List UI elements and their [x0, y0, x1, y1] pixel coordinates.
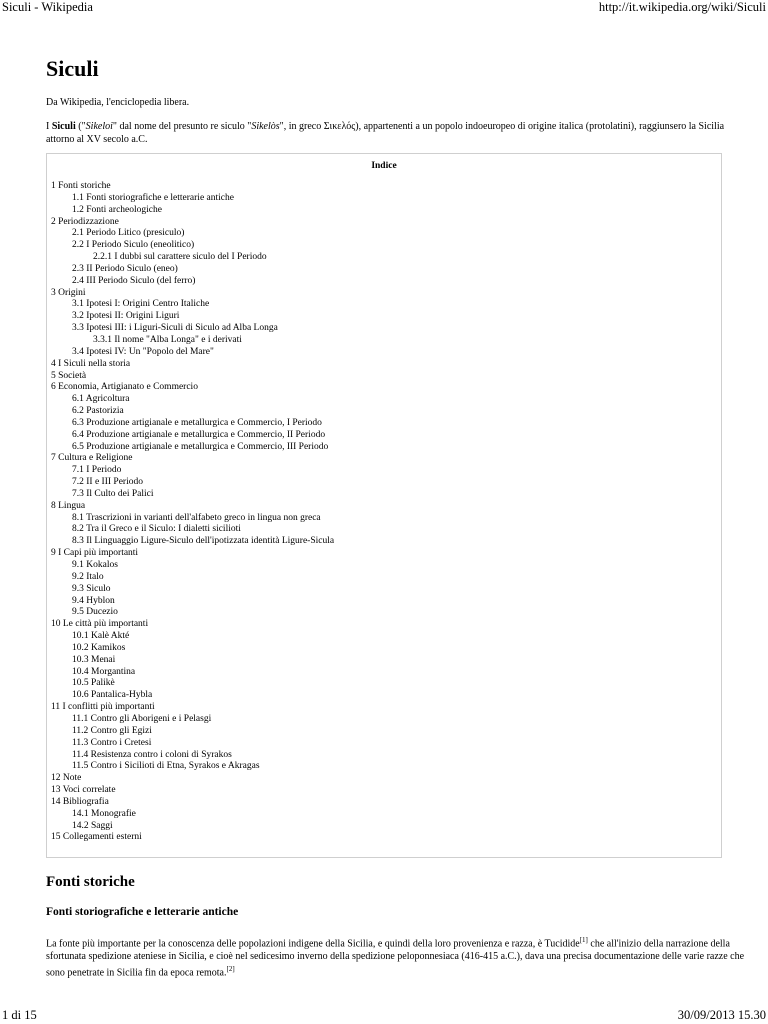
print-footer-page: 1 di 15 — [2, 1008, 37, 1022]
toc-item[interactable]: 10.2 Kamikos — [72, 642, 126, 653]
toc-item[interactable]: 2.3 II Periodo Siculo (eneo) — [72, 263, 178, 274]
toc-item[interactable]: 12 Note — [51, 773, 82, 784]
intro-italic-sikeloi: Sikeloi — [85, 121, 113, 132]
toc-item[interactable]: 11.5 Contro i Sicilioti di Etna, Syrakos e Akragas — [72, 761, 260, 772]
intro-paragraph — [46, 120, 736, 146]
page-title: Siculi — [46, 56, 99, 81]
toc-item[interactable]: 6.4 Produzione artigianale e metallurgica e Commercio, II Periodo — [72, 429, 326, 440]
toc-list — [51, 181, 334, 844]
toc-item[interactable]: 11.3 Contro i Cretesi — [72, 737, 152, 748]
table-of-contents — [46, 153, 722, 858]
intro-italic-sikelos: Sikelòs — [251, 121, 280, 132]
toc-item[interactable]: 10.1 Kalè Akté — [72, 631, 130, 642]
toc-item[interactable]: 10.5 Palikè — [72, 678, 115, 689]
toc-item[interactable]: 3.4 Ipotesi IV: Un "Popolo del Mare" — [72, 346, 214, 357]
toc-item[interactable]: 4 I Siculi nella storia — [51, 358, 131, 369]
toc-item[interactable]: 6.1 Agricoltura — [72, 394, 130, 405]
print-header-url: http://it.wikipedia.org/wiki/Siculi — [598, 0, 766, 14]
toc-item[interactable]: 9.2 Italo — [72, 571, 104, 582]
footnote-ref-1[interactable]: [1] — [579, 936, 588, 944]
toc-item[interactable]: 9.5 Ducezio — [72, 607, 118, 618]
toc-item[interactable]: 13 Voci correlate — [51, 785, 116, 796]
toc-item[interactable]: 9 I Capi più importanti — [51, 548, 139, 559]
toc-item[interactable]: 15 Collegamenti esterni — [51, 832, 142, 843]
paragraph-text-2: che all'inizio della narrazione della sfortunata spedizione ateniese in Sicilia, e cioè nel sedicesimo inverno della spedizione peloponnesiaca (416-415 a.C.), dava una precisa documentazione delle varie razze che sono penetrate in Sicilia fin da epoca remota. — [46, 938, 745, 979]
subsection-heading: Fonti storiografiche e letterarie antiche — [46, 906, 239, 918]
toc-item[interactable]: 9.3 Siculo — [72, 583, 111, 594]
section-heading: Fonti storiche — [46, 874, 135, 890]
toc-item[interactable]: 9.1 Kokalos — [72, 560, 118, 570]
intro-bold-siculi: Siculi — [51, 121, 76, 132]
toc-item[interactable]: 11.4 Resistenza contro i coloni di Syrakos — [72, 749, 232, 760]
intro-text-2: (" — [75, 121, 86, 132]
toc-item[interactable]: 3.3 Ipotesi III: i Liguri-Siculi di Siculo ad Alba Longa — [72, 323, 278, 334]
toc-item[interactable]: 1.1 Fonti storiografiche e letterarie antiche — [72, 192, 234, 203]
toc-title: Indice — [371, 161, 397, 171]
toc-item[interactable]: 1 Fonti storiche — [51, 181, 111, 191]
footnote-ref-2[interactable]: [2] — [226, 965, 235, 974]
paragraph-text-1: La fonte più importante per la conoscenza delle popolazioni indigene della Sicilia, e quindi della loro provenienza e razza, è Tucidide — [46, 938, 580, 950]
toc-item[interactable]: 6.3 Produzione artigianale e metallurgica e Commercio, I Periodo — [72, 417, 322, 428]
toc-item[interactable]: 7.2 II e III Periodo — [72, 477, 143, 488]
intro-text-1: I — [46, 121, 52, 132]
toc-item[interactable]: 3.3.1 Il nome "Alba Longa" e i derivati — [93, 334, 242, 345]
toc-item[interactable]: 3.2 Ipotesi II: Origini Liguri — [72, 311, 180, 322]
print-footer-date: 30/09/2013 15.30 — [677, 1008, 766, 1022]
toc-item[interactable]: 10.3 Menai — [72, 654, 116, 665]
toc-item[interactable]: 10.6 Pantalica-Hybla — [72, 690, 153, 701]
page-tagline: Da Wikipedia, l'enciclopedia libera. — [46, 97, 190, 108]
toc-item[interactable]: 2.2.1 I dubbi sul carattere siculo del I Periodo — [93, 252, 267, 263]
toc-item[interactable]: 7.1 I Periodo — [72, 465, 122, 476]
toc-item[interactable]: 9.4 Hyblon — [72, 595, 115, 606]
toc-item[interactable]: 14 Bibliografia — [51, 796, 109, 807]
intro-text-4: ", in greco Σικελός), appartenenti a un popolo indoeuropeo di origine italica (protolatini), raggiunsero la Sicilia attorno al XV secolo a.C. — [46, 121, 725, 145]
toc-item[interactable]: 11.2 Contro gli Egizi — [72, 725, 152, 736]
toc-item[interactable]: 2.1 Periodo Litico (presiculo) — [72, 228, 185, 239]
toc-item[interactable]: 2 Periodizzazione — [51, 216, 119, 227]
toc-item[interactable]: 6 Economia, Artigianato e Commercio — [51, 382, 198, 393]
toc-item[interactable]: 11.1 Contro gli Aborigeni e i Pelasgi — [72, 713, 212, 724]
toc-item[interactable]: 3 Origini — [51, 287, 86, 298]
toc-item[interactable]: 14.1 Monografie — [72, 808, 136, 819]
toc-item[interactable]: 11 I conflitti più importanti — [51, 702, 155, 713]
toc-item[interactable]: 14.2 Saggi — [72, 820, 113, 831]
toc-item[interactable]: 8.3 Il Linguaggio Ligure-Siculo dell'ipotizzata identità Ligure-Sicula — [72, 536, 335, 547]
toc-item[interactable]: 2.4 III Periodo Siculo (del ferro) — [72, 275, 196, 286]
section-paragraph — [46, 934, 746, 980]
toc-item[interactable]: 6.2 Pastorizia — [72, 406, 124, 417]
toc-item[interactable]: 3.1 Ipotesi I: Origini Centro Italiche — [72, 299, 210, 310]
toc-item[interactable]: 5 Società — [51, 370, 87, 381]
toc-item[interactable]: 7 Cultura e Religione — [51, 453, 133, 464]
toc-item[interactable]: 6.5 Produzione artigianale e metallurgica e Commercio, III Periodo — [72, 441, 329, 452]
toc-item[interactable]: 2.2 I Periodo Siculo (eneolitico) — [72, 240, 195, 251]
toc-item[interactable]: 10.4 Morgantina — [72, 666, 136, 677]
toc-item[interactable]: 10 Le città più importanti — [51, 619, 149, 630]
toc-item[interactable]: 1.2 Fonti archeologiche — [72, 204, 162, 215]
toc-item[interactable]: 8 Lingua — [51, 500, 86, 511]
print-header-title: Siculi - Wikipedia — [2, 0, 93, 14]
toc-item[interactable]: 8.2 Tra il Greco e il Siculo: I dialetti sicilioti — [72, 524, 241, 535]
toc-item[interactable]: 8.1 Trascrizioni in varianti dell'alfabeto greco in lingua non greca — [72, 512, 321, 523]
toc-item[interactable]: 7.3 Il Culto dei Palici — [72, 488, 154, 499]
intro-text-3: " dal nome del presunto re siculo " — [112, 121, 252, 132]
